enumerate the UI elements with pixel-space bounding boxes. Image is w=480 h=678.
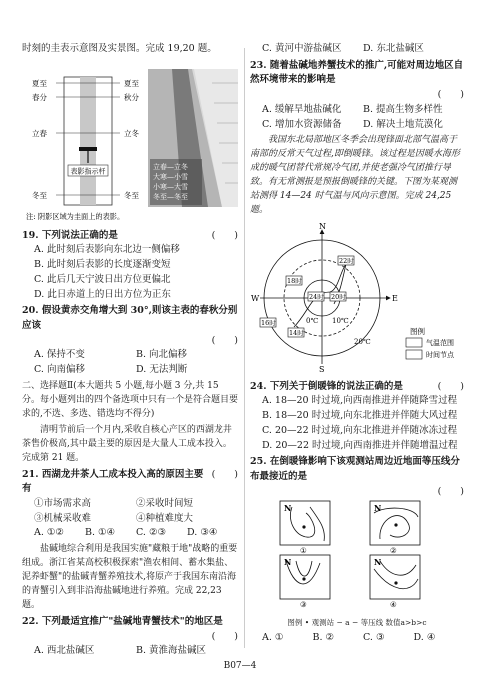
q20-option-b[interactable]: B. 向北偏移 (136, 349, 188, 361)
q22-option-d[interactable]: D. 东北盐碱区 (363, 43, 424, 54)
q19-option-a[interactable]: A. 此时刻后表影向东北边一侧偏移 (34, 244, 180, 256)
passage-crab: 盐碱地综合利用是我国实施"藏粮于地"战略的重要组成。浙江省某高校积极探索"渔农相间、蓄水集盐、泥养虾蟹"的盐碱青蟹养殖技术,将原产于我国东南沿海的青蟹引入到非沿海盐碱地进行养殖。完成 22,23 题。 (22, 544, 238, 610)
question-21 (22, 468, 238, 542)
passage-warm-front: 我国东北局部地区冬季会出现锋面北部气温高于南部的反常天气过程,即倒暖锋。该过程是因暖水海形成的暖气团替代常规冷气团,并使老强冷气团推行导致。有无常测报是预报倒暖锋的关键。下图为某观测站测得 14—24 时气温与风向示意图。完成 24,25 题。 (250, 135, 460, 215)
q25-option-d[interactable]: D. ④ (413, 631, 436, 643)
q24-stem: 24. 下列关于倒暖锋的说法正确的是 (250, 380, 403, 392)
question-25 (250, 455, 464, 499)
q23-option-c[interactable]: C. 增加水资源储备 (262, 118, 342, 130)
q24-option-b[interactable]: B. 18—20 时过境,向东北推进并伴随大风过程 (262, 410, 458, 422)
q21-paren: ( ) (211, 468, 238, 480)
legend-title: 图例 (410, 326, 425, 336)
label-winter-right: 冬至 (124, 190, 139, 200)
q20-option-d[interactable]: D. 无法判断 (136, 364, 188, 376)
q19-option-b[interactable]: B. 此时刻后表影的长度逐渐变短 (34, 259, 171, 271)
q22-option-b[interactable]: B. 黄淮海盐碱区 (136, 645, 207, 657)
passage-tea: 清明节前后一个月内,采收自核心产区的西湖龙井茶售价极高,其中最主要的原因是大量人工成本投入。完成第 21 题。 (22, 424, 232, 463)
label-winter-left: 冬至 (32, 190, 47, 200)
q25-option-b[interactable]: B. ② (312, 631, 335, 643)
time-20: 20时 (331, 292, 346, 301)
q25-option-a[interactable]: A. ① (262, 631, 284, 643)
fig-label-1: ① (300, 546, 307, 556)
time-18: 18时 (287, 276, 302, 285)
q23-option-d[interactable]: D. 解决土地荒漠化 (363, 118, 443, 130)
q21-item-3: ③机械采收难 (34, 512, 92, 524)
q22-option-c[interactable]: C. 黄河中游盐碱区 (262, 43, 342, 54)
q19-paren: ( ) (211, 229, 238, 241)
right-column (250, 0, 464, 645)
gnomon-photo (148, 69, 238, 207)
label-north: N (319, 221, 326, 231)
time-22: 22时 (339, 256, 354, 265)
wind-temperature-chart (250, 222, 464, 372)
q24-option-d[interactable]: D. 20—22 时过境,向西南推进并伴随增温过程 (262, 439, 458, 451)
page-footer: B07—4 (223, 661, 257, 671)
section-2-header: 二、选择题Ⅱ(本大题共 5 小题,每小题 3 分,共 15 分。每小题列出的四个备选项中只有一个是符合题目要求的,不选、多选、错选均不得分) (22, 380, 239, 419)
q21-option-a[interactable]: A. ①② (34, 527, 64, 539)
left-column (22, 0, 238, 659)
q25-option-c[interactable]: C. ③ (363, 631, 385, 643)
question-24 (250, 380, 464, 454)
q25-paren: ( ) (437, 485, 464, 497)
q25-stem: 25. 在倒暖锋影响下该观测站周边近地面等压线分布最接近的是 (250, 456, 460, 482)
shadow-region (80, 77, 96, 205)
q20-option-a[interactable]: A. 保持不变 (34, 349, 85, 361)
time-24: 24时 (309, 292, 324, 301)
q19-option-d[interactable]: D. 此日赤道上的日出方位为正东 (34, 288, 171, 300)
q20-option-c[interactable]: C. 向南偏移 (34, 364, 85, 376)
time-14: 14时 (289, 328, 304, 337)
q24-option-a[interactable]: A. 18—20 时过境,向西南推进并伴随降雪过程 (262, 395, 458, 407)
temp-10: 10℃ (332, 316, 349, 325)
label-south: S (319, 364, 325, 372)
q21-stem: 21. 西湖龙井茶人工成本投入高的原因主要有 (22, 468, 204, 495)
q24-paren: ( ) (437, 380, 464, 392)
q22-stem: 22. 下列最适宜推广"盐碱地青蟹技术"的地区是 (22, 615, 223, 627)
q23-paren: ( ) (437, 89, 464, 101)
q20-paren: ( ) (211, 334, 238, 346)
question-20 (22, 304, 238, 378)
q21-option-b[interactable]: B. ①④ (85, 527, 116, 539)
gnomon-marker-bar (79, 147, 97, 151)
q23-stem: 23. 随着盐碱地养蟹技术的推广,可能对周边地区自然环境带来的影响是 (250, 59, 464, 86)
temp-0: 0℃ (306, 316, 319, 325)
q19-option-c[interactable]: C. 此后几天宁波日出方位更偏北 (34, 273, 171, 285)
figure-note: 注: 阴影区域为圭面上的表影。 (26, 211, 125, 221)
q22-paren: ( ) (211, 630, 238, 642)
fig-label-3: ③ (300, 600, 307, 610)
q21-item-2: ②采收时间短 (136, 497, 194, 509)
label-east: E (392, 293, 398, 303)
temp-20: 20℃ (354, 337, 371, 346)
marker-label: 表影指示杆 (70, 167, 106, 176)
label-spring: 春分 (32, 92, 47, 102)
question-19 (22, 229, 238, 303)
intro-text: 时刻的圭表示意图及实景图。完成 19,20 题。 (22, 43, 217, 54)
svg-text:N: N (284, 557, 292, 568)
q22-option-a[interactable]: A. 西北盐碱区 (34, 645, 95, 657)
q21-item-4: ④种植难度大 (136, 512, 194, 524)
isobar-legend: 图例 • 观测站 − a − 等压线 数值a>b>c (287, 618, 427, 628)
q24-option-c[interactable]: C. 20—22 时过境,向东北推进并伴随冰冻过程 (262, 424, 458, 436)
q21-option-d[interactable]: D. ③④ (187, 527, 218, 539)
label-west: W (251, 293, 260, 303)
svg-text:立春—立冬 大寒—小雪: 立春—立冬 大寒—小雪 小寒—大雪 冬至—冬至 (153, 162, 188, 201)
column-divider (244, 48, 245, 648)
q23-option-b[interactable]: B. 提高生物多样性 (363, 103, 443, 115)
label-summer-left: 夏至 (32, 78, 47, 88)
label-lidong: 立冬 (124, 128, 139, 138)
q21-option-c[interactable]: C. ②③ (136, 527, 167, 539)
fig-label-4: ④ (390, 600, 397, 610)
label-autumn: 秋分 (124, 92, 139, 102)
question-23 (250, 59, 464, 133)
figure-group (22, 63, 238, 225)
label-lichun: 立春 (32, 128, 47, 138)
label-summer-right: 夏至 (124, 78, 139, 88)
svg-text:N: N (374, 557, 382, 568)
fig-label-2: ② (390, 546, 397, 556)
isobar-figures (250, 499, 464, 611)
time-16: 16时 (261, 318, 276, 327)
q21-item-1: ①市场需求高 (34, 497, 92, 509)
legend-time-node: 时间节点 (426, 350, 454, 359)
q20-stem: 20. 假设黄赤交角增大到 30°,则该主表的春秋分别应该 (22, 305, 238, 332)
q19-stem: 19. 下列说法正确的是 (22, 229, 118, 241)
svg-text:N: N (284, 503, 292, 514)
svg-text:N: N (374, 503, 382, 514)
gnomon-figure (22, 63, 238, 225)
question-22 (22, 615, 238, 659)
q23-option-a[interactable]: A. 缓解旱地盐碱化 (262, 103, 342, 115)
legend-temp-range: 气温范围 (426, 338, 454, 347)
